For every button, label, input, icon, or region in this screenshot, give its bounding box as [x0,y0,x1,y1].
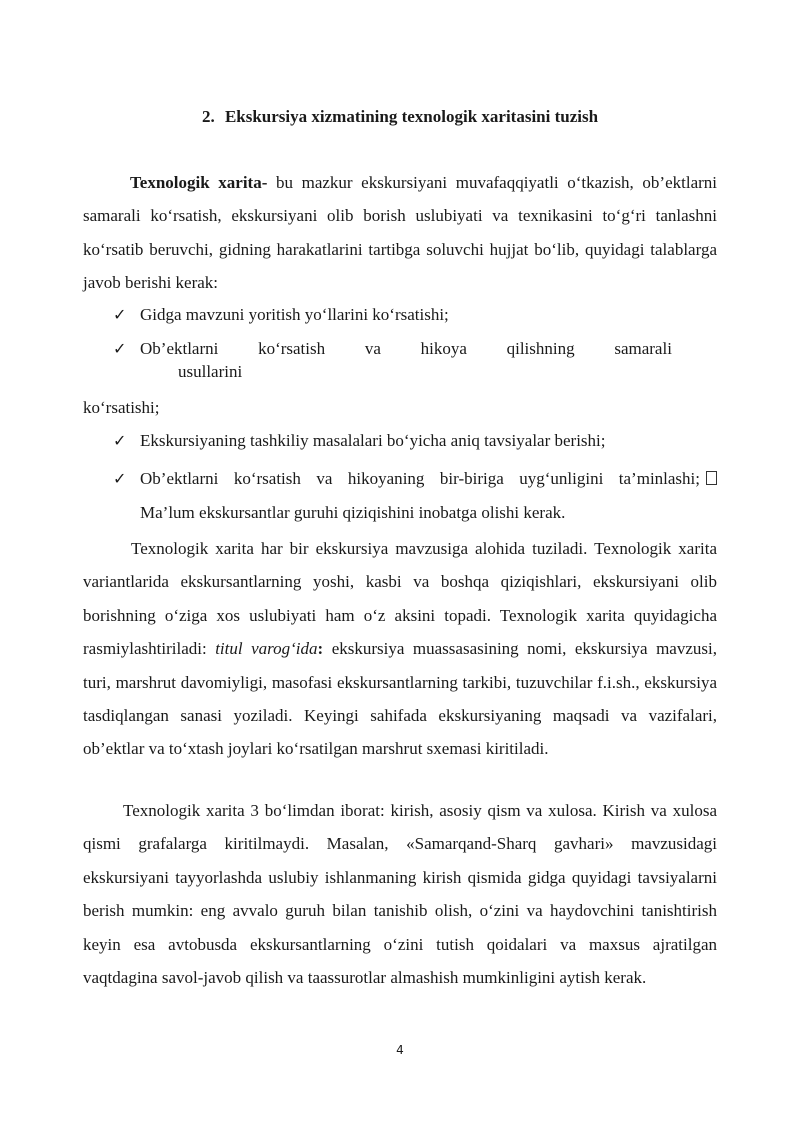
body-paragraph [83,794,717,994]
list-word: va [364,339,381,358]
list-item-text [140,466,717,492]
list-word: ko‘rsatish [258,339,326,358]
body-paragraph [83,532,717,766]
missing-glyph-icon [706,471,717,485]
checkmark-icon: ✓ [113,339,127,358]
list-word: qilishning [506,339,575,358]
section-heading [0,104,800,130]
para2-italic-term: titul varog‘ida [215,639,318,659]
list-item-continuation: usullarini [178,362,243,381]
list-item-continuation: Ma’lum ekskursantlar guruhi qiziqishini inobatga olishi kerak. [140,503,566,522]
intro-lead-term: Texnologik xarita- [130,173,268,192]
intro-text: bu mazkur ekskursiyani muvafaqqiyatli o‘tkazish, ob’ektlarni samarali ko‘rsatish, ekskursiyani olib borish uslubiyati va texnikasini to‘g‘ri tanlashni ko‘rsatib beruvchi, gidning harakatlarini tartibga soluvchi hujjat bo‘lib, quyidagi talablarga javob berishi kerak: [83,173,717,293]
section-number: 2. [201,107,215,126]
checkmark-icon: ✓ [113,469,127,488]
list-word: hikoya [420,339,467,358]
list-item-text: Ekskursiyaning tashkiliy masalalari bo‘yicha aniq tavsiyalar berishi; [140,431,606,450]
section-title: Ekskursiya xizmatining texnologik xaritasini tuzish [224,107,599,126]
para3-text: Texnologik xarita 3 bo‘limdan iborat: kirish, asosiy qism va xulosa. Kirish va xulosa qismi grafalarga kiritilmaydi. Masalan, «Samarqand-Sharq gavhari» mavzusidagi ekskursiyani tayyorlashda uslubiy ishlanmaning kirish qismida gidga quyidagi tavsiyalarni berish mumkin: eng avvalo guruh bilan tanishib olish, o‘zini va haydovchini tanishtirish keyin esa avtobusda ekskursantlarning o‘zini tutish qoidalari va maxsus ajratilgan vaqtdagina savol-javob qilish va taassurotlar almashish mumkinligini aytish kerak. [83,801,717,988]
list-item-text-main: Ob’ektlarni ko‘rsatish va hikoyaning bir-biriga uyg‘unligini ta’minlashi; [140,469,700,488]
list-word: samarali [614,339,672,358]
list-item-text: Gidga mavzuni yoritish yo‘llarini ko‘rsatishi; [140,305,449,324]
checkmark-icon: ✓ [113,431,127,450]
checkmark-icon: ✓ [113,305,127,324]
list-word: Ob’ektlarni [140,339,219,358]
page-number: 4 [396,1043,404,1057]
para2-text-b: ekskursiya muassasasining nomi, ekskursiya mavzusi, turi, marshrut davomiyligi, masofasi ekskursantlarning tarkibi, tuzuvchilar f.i.sh., ekskursiya tasdiqlangan sanasi yoziladi. Keyingi sahifada ekskursiyaning maqsadi va vazifalari, ob’ektlar va to‘xtash joylari ko‘rsatilgan marshrut sxemasi kiritiladi. [83,639,717,759]
para2-colon: : [317,639,324,659]
para2-text-a: Texnologik xarita har bir ekskursiya mavzusiga alohida tuziladi. Texnologik xarita variantlarida ekskursantlarning yoshi, kasbi va boshqa qiziqishlari, ekskursiyani olib borishning o‘ziga xos uslubiyati ham o‘z aksini topadi. Texnologik xarita quyidagicha rasmiylashtiriladi: [83,539,717,659]
intro-paragraph [83,166,717,300]
list-item-text [140,336,672,362]
list-item-continuation: ko‘rsatishi; [83,398,160,417]
